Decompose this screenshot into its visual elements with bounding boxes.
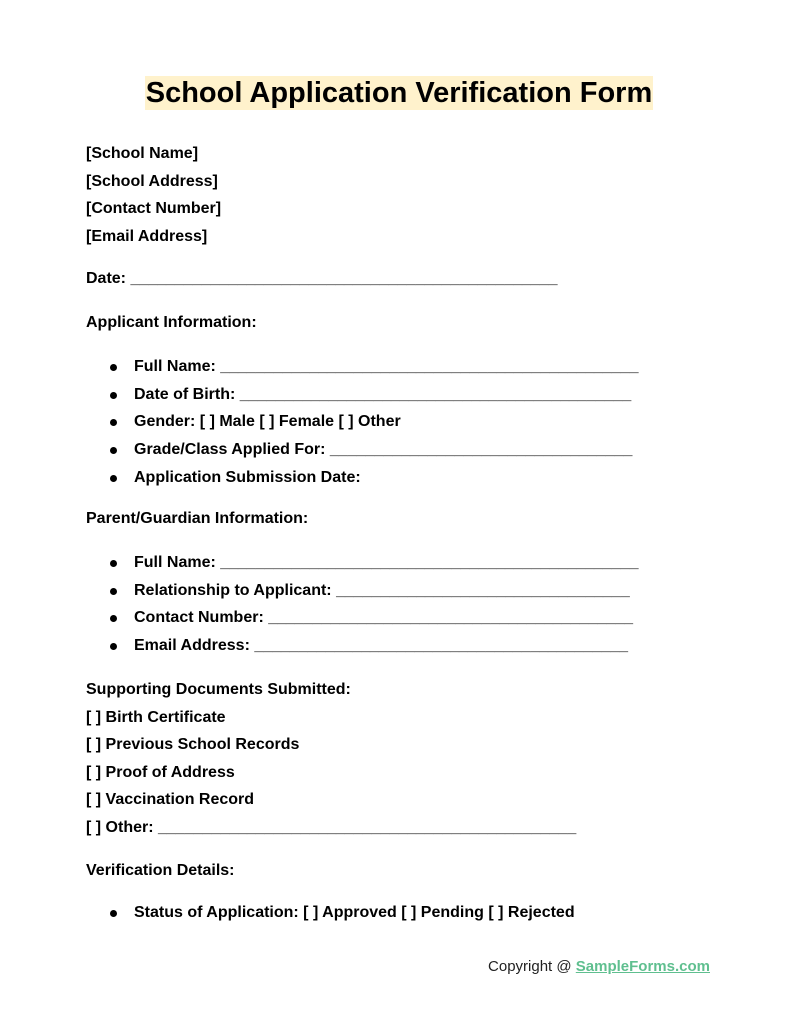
applicant-date-of-birth: Date of Birth: ____________________________________________: [134, 385, 632, 403]
doc-previous-school-records: [ ] Previous School Records: [86, 736, 300, 753]
bullet-icon: [110, 419, 117, 426]
applicant-list: [110, 353, 758, 492]
bullet-icon: [110, 364, 117, 371]
applicant-grade: Grade/Class Applied For: __________________________________: [134, 441, 633, 459]
guardian-relationship: Relationship to Applicant: _________________________________: [134, 581, 630, 599]
list-item: [110, 408, 758, 436]
guardian-heading-block: [86, 508, 758, 530]
list-item: [110, 604, 758, 632]
applicant-heading-block: [86, 312, 758, 334]
guardian-list: [110, 549, 758, 660]
date-line: Date: ________________________________________________: [86, 270, 558, 287]
guardian-full-name: Full Name: _______________________________________________: [134, 554, 639, 571]
documents-heading: Supporting Documents Submitted:: [86, 681, 351, 698]
list-item: [110, 464, 758, 492]
title-wrap: [0, 76, 798, 110]
verification-list: [110, 899, 758, 927]
guardian-contact-number: Contact Number: _________________________________________: [134, 609, 634, 627]
bullet-icon: [110, 392, 117, 399]
applicant-heading: Applicant Information:: [86, 314, 257, 331]
form-title: School Application Verification Form: [145, 77, 653, 109]
copyright-prefix: Copyright @: [488, 958, 576, 975]
applicant-gender: Gender: [ ] Male [ ] Female [ ] Other: [134, 413, 401, 431]
bullet-icon: [110, 447, 117, 454]
verification-heading-block: [86, 860, 758, 882]
list-item: [110, 381, 758, 409]
date-block: [86, 268, 758, 290]
school-address: [School Address]: [86, 172, 218, 190]
list-item: [110, 353, 758, 381]
doc-other: [ ] Other: _______________________________________________: [86, 818, 577, 836]
school-name: [School Name]: [86, 145, 199, 162]
bullet-icon: [110, 910, 117, 917]
doc-proof-of-address: [ ] Proof of Address: [86, 763, 235, 781]
school-contact-number: [Contact Number]: [86, 200, 222, 217]
list-item: [110, 632, 758, 660]
applicant-full-name: Full Name: _______________________________________________: [134, 358, 639, 375]
doc-birth-certificate: [ ] Birth Certificate: [86, 708, 226, 726]
verification-heading: Verification Details:: [86, 862, 235, 879]
doc-vaccination-record: [ ] Vaccination Record: [86, 791, 255, 808]
list-item: [110, 436, 758, 464]
list-item: [110, 577, 758, 605]
guardian-email-address: Email Address: __________________________________________: [134, 637, 629, 655]
school-info-block: [86, 140, 758, 250]
school-email-address: [Email Address]: [86, 227, 208, 245]
bullet-icon: [110, 643, 117, 650]
bullet-icon: [110, 560, 117, 567]
list-item: [110, 549, 758, 577]
bullet-icon: [110, 475, 117, 482]
brand-link[interactable]: SampleForms.com: [575, 958, 710, 975]
footer-copyright: [488, 957, 710, 977]
list-item: [110, 899, 758, 927]
bullet-icon: [110, 588, 117, 595]
applicant-submission-date: Application Submission Date:: [134, 468, 361, 486]
verification-status: Status of Application: [ ] Approved [ ] Pending [ ] Rejected: [134, 904, 575, 921]
bullet-icon: [110, 615, 117, 622]
documents-block: [86, 676, 758, 841]
guardian-heading: Parent/Guardian Information:: [86, 510, 309, 527]
